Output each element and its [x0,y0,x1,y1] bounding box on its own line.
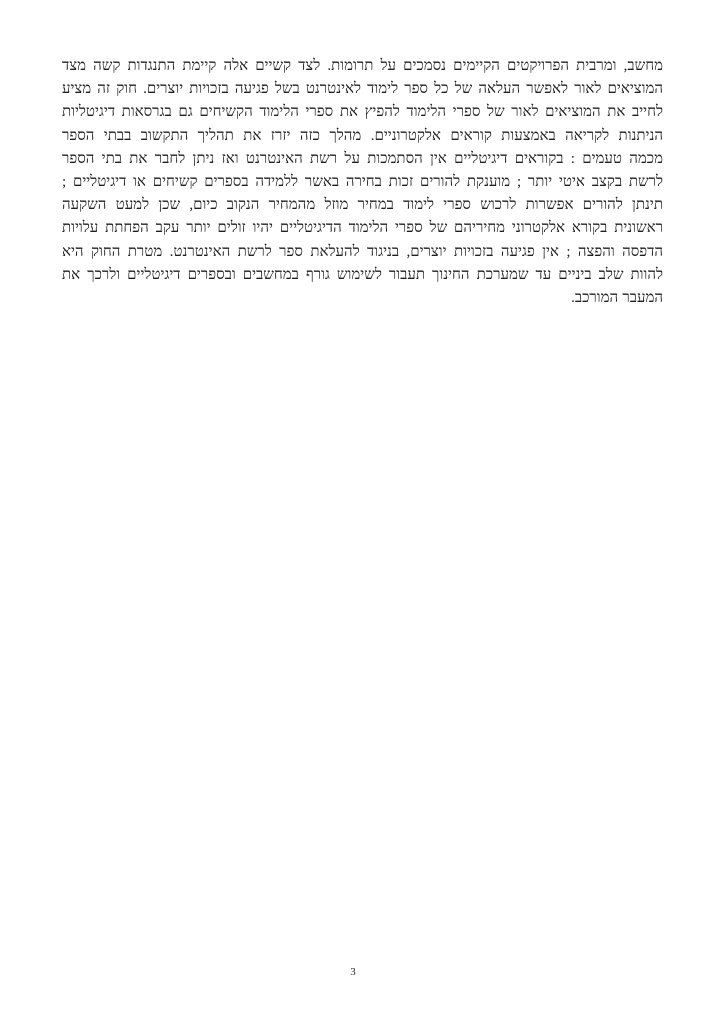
page-footer [0,962,706,980]
text-line: מכמה טעמים : בקוראים דיגיטליים אין הסתמכות על רשת האינטרנט ואז ניתן לחבר את בתי הספר [62,150,663,167]
page-number: 3 [350,966,356,978]
text-line: לרשת בקצב איטי יותר ; מוענקת להורים זכות בחירה באשר ללמידה בספרים קשיחים או דיגיטליים ; [62,174,663,191]
text-line: המעבר המורכב. [571,290,663,307]
text-line: תינתן להורים אפשרות לרכוש ספרי לימוד במחיר מוזל מהמחיר הנקוב כיום, שכן למעט השקעה [62,197,663,214]
text-line: לחייב את המוציאים לאור של ספרי הלימוד להפיץ את ספרי הלימוד הקשיחים גם בגרסאות דיגיטליות [62,104,663,121]
text-line: מחשב, ומרבית הפרויקטים הקיימים נסמכים על תרומות. לצד קשיים אלה קיימת התנגדות קשה מצד [62,58,663,74]
text-line: ראשונית בקורא אלקטרוני מחיריהם של ספרי הלימוד הדיגיטליים יהיו זולים יותר עקב הפחתת עלויות [62,220,663,237]
text-line: להוות שלב ביניים עד שמערכת החינוך תעבור לשימוש גורף במחשבים ובספרים דיגיטליים ולרכך את [62,266,663,283]
body-text [62,55,663,310]
text-line: המוציאים לאור לאפשר העלאה של כל ספר לימוד לאינטרנט בשל פגיעה בזכויות יוצרים. חוק זה מציע [62,81,663,98]
text-line: הניתנות לקריאה באמצעות קוראים אלקטרוניים. מהלך כזה יזרז את תהליך התקשוב בבתי הספר [62,127,663,144]
text-line: הדפסה והפצה ; אין פגיעה בזכויות יוצרים, בניגוד להעלאת ספר לרשת האינטרנט. מטרת החוק היא [62,243,663,260]
